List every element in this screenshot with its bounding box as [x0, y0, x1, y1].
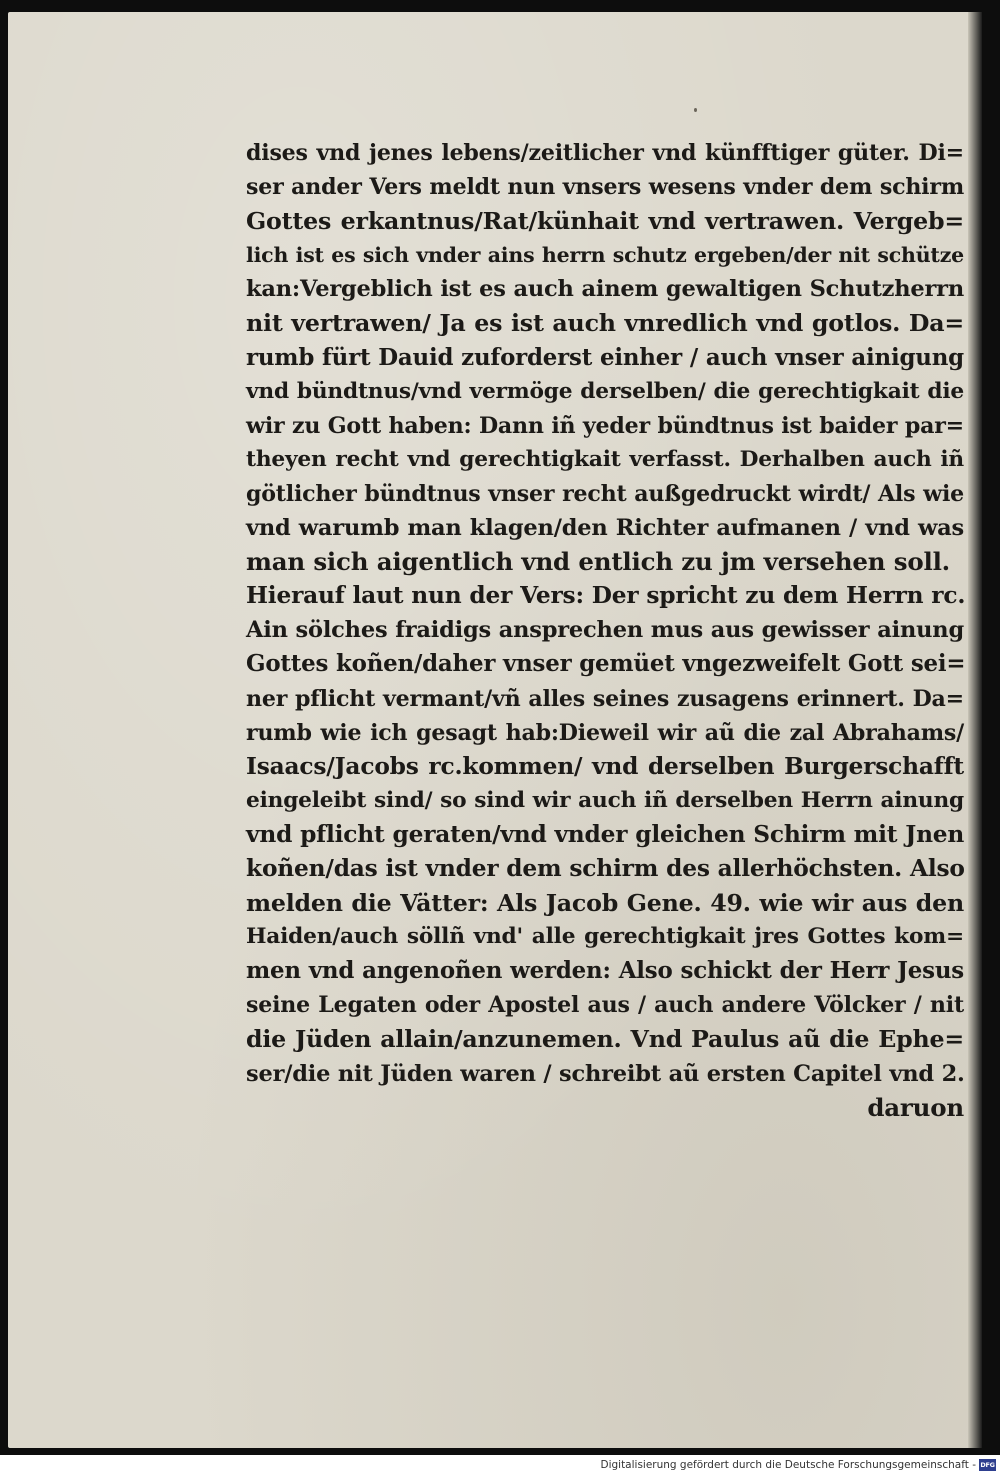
text-line: Haiden/auch söllñ vnd' alle gerechtigkait jres Gottes kom=	[246, 924, 964, 950]
text-line: Hierauf laut nun der Vers: Der spricht zu dem Herrn rc.	[246, 582, 966, 610]
funding-credit: Digitalisierung gefördert durch die Deutsche Forschungsgemeinschaft -	[600, 1459, 976, 1471]
text-line: lich ist es sich vnder ains herrn schutz ergeben/der nit schütze	[246, 243, 964, 268]
text-line: melden die Vätter: Als Jacob Gene. 49. wie wir aus den	[246, 889, 964, 918]
text-line: kan:Vergeblich ist es auch ainem gewaltigen Schutzherrn	[246, 276, 964, 303]
text-line: rumb wie ich gesagt hab:Dieweil wir aũ die zal Abrahams/	[246, 719, 964, 746]
catchword: daruon	[867, 1092, 964, 1122]
dfg-logo-icon: DFG	[980, 1461, 995, 1469]
text-line: seine Legaten oder Apostel aus / auch andere Völcker / nit	[246, 992, 964, 1019]
text-line: Isaacs/Jacobs rc.kommen/ vnd derselben Burgerschafft	[246, 752, 964, 780]
text-line: theyen recht vnd gerechtigkait verfasst. Derhalben auch iñ	[246, 446, 964, 472]
text-line: wir zu Gott haben: Dann iñ yeder bündtnus ist baider par=	[246, 412, 964, 439]
text-line: men vnd angenoñen werden: Also schickt der Herr Jesus	[246, 957, 964, 985]
text-line: Ain sölches fraidigs ansprechen mus aus gewisser ainung	[246, 617, 964, 644]
text-line: ser ander Vers meldt nun vnsers wesens vnder dem schirm	[246, 174, 964, 201]
text-line: koñen/das ist vnder dem schirm des allerhöchsten. Also	[246, 854, 965, 882]
paper-speck	[694, 108, 697, 112]
text-line: ner pflicht vermant/vñ alles seines zusagens erinnert. Da=	[246, 685, 964, 712]
text-line: die Jüden allain/anzunemen. Vnd Paulus aũ die Ephe=	[246, 1025, 964, 1054]
text-line: man sich aigentlich vnd entlich zu jm versehen soll.	[246, 547, 951, 577]
text-line: vnd warumb man klagen/den Richter aufmanen / vnd was	[246, 515, 964, 542]
text-line: Gottes koñen/daher vnser gemüet vngezweifelt Gott sei=	[246, 650, 966, 678]
text-line: eingeleibt sind/ so sind wir auch iñ derselben Herrn ainung	[246, 787, 964, 813]
text-line: ser/die nit Jüden waren / schreibt aũ ersten Capitel vnd 2.	[246, 1060, 965, 1087]
text-line: götlicher bündtnus vnser recht außgedruckt wirdt/ Als wie	[246, 480, 964, 507]
text-line: dises vnd jenes lebens/zeitlicher vnd künfftiger güter. Di=	[246, 140, 964, 166]
text-line: Gottes erkantnus/Rat/künhait vnd vertrawen. Vergeb=	[246, 207, 964, 236]
page-edge-shadow	[968, 12, 982, 1448]
text-line: nit vertrawen/ Ja es ist auch vnredlich vnd gotlos. Da=	[246, 309, 964, 338]
text-line: vnd pflicht geraten/vnd vnder gleichen Schirm mit Jnen	[246, 820, 965, 848]
text-line: rumb fürt Dauid zuforderst einher / auch vnser ainigung	[246, 343, 964, 371]
footer-bar	[0, 1455, 1000, 1478]
text-block	[246, 136, 964, 1125]
text-line: vnd bündtnus/vnd vermöge derselben/ die gerechtigkait die	[246, 378, 964, 404]
